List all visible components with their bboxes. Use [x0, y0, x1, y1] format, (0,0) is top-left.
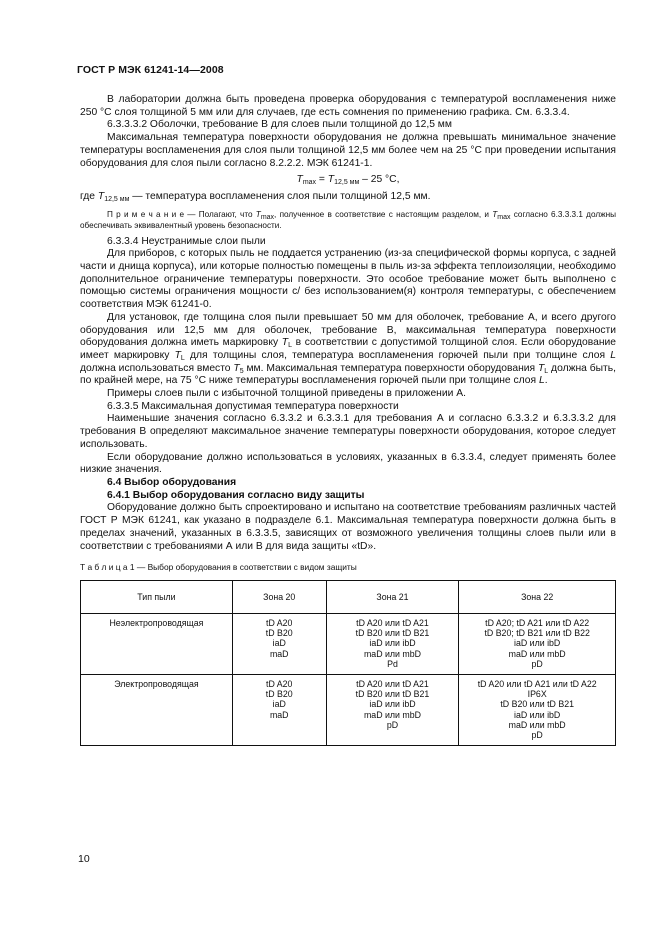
- cell-line: iaD или ibD: [369, 638, 416, 649]
- text: .: [544, 375, 548, 387]
- cell-line: tD A20; tD A21 или tD A22: [485, 617, 590, 628]
- text: — температура воспламенения слоя пыли толщиной 12,5 мм.: [129, 190, 431, 202]
- text: согласно 6.3.3.3.1 должны обеспечивать эквивалентный уровень безопасности.: [80, 209, 616, 230]
- subscript: L: [544, 367, 549, 375]
- text: в соответствии с допустимой толщиной слоя. Если оборудование имеет маркировку: [80, 337, 617, 361]
- equipment-selection-table: [80, 580, 616, 746]
- cell-line: tD B20: [265, 628, 293, 639]
- table-header-cell: Зона 20: [232, 580, 326, 613]
- cell-line: tD A20: [266, 678, 293, 689]
- formula-explanation: [80, 191, 616, 204]
- section-heading-6-4: 6.4 Выбор оборудования: [107, 476, 237, 488]
- symbol: T: [97, 190, 105, 202]
- paragraph: [80, 312, 616, 388]
- symbol: T: [174, 349, 181, 361]
- cell-line: tD B20 или tD B21: [355, 628, 430, 639]
- text: для толщины слоя, температура воспламенения горючей пыли при толщине слоя: [184, 349, 611, 361]
- table-caption-text: — Выбор оборудования в соответствии с видом защиты: [134, 562, 357, 573]
- subscript: L: [180, 354, 185, 362]
- cell-line: maD или mbD: [363, 648, 421, 659]
- page-number: 10: [78, 853, 90, 865]
- cell-line: pD: [531, 658, 543, 669]
- cell-line: maD или mbD: [508, 719, 566, 730]
- table-header-cell: Тип пыли: [81, 580, 233, 613]
- table-caption: [80, 561, 616, 574]
- paragraph: В лаборатории должна быть проведена проверка оборудования с температурой воспламенения ниже 250 °С слоя толщиной 5 мм или для случаев, где есть сомнения по применению графика. См. 6.3.3.4.: [80, 94, 616, 118]
- cell-line: tD B20; tD B21 или tD B22: [484, 628, 590, 639]
- formula: [80, 174, 616, 187]
- table-header-row: [81, 580, 616, 613]
- subscript: 5: [239, 367, 244, 375]
- subscript: L: [288, 342, 292, 350]
- cell-line: tD A20 или tD A21 или tD A22: [477, 678, 597, 689]
- cell-line: iaD: [272, 699, 286, 710]
- formula-tail: – 25 °С,: [359, 174, 400, 186]
- cell-line: tD B20 или tD B21: [500, 699, 574, 710]
- formula-symbol: T: [327, 174, 335, 186]
- cell-line: tD A20: [266, 617, 293, 628]
- cell-line: pD: [531, 729, 543, 740]
- zone-20-cell: [232, 613, 326, 674]
- paragraph: Если оборудование должно использоваться в условиях, указанных в 6.3.3.4, следует применять более низкие значения.: [80, 451, 616, 476]
- cell-line: IP6X: [527, 689, 547, 700]
- subscript: max: [497, 213, 511, 221]
- document-header: ГОСТ Р МЭК 61241-14—2008: [77, 64, 224, 76]
- section-heading-6-4-1: 6.4.1 Выбор оборудования согласно виду защиты: [107, 489, 365, 501]
- cell-line: tD B20 или tD B21: [355, 689, 430, 700]
- text: должна быть, по крайней мере, на 75 °С ниже температуры воспламенения горючей пыли при толщине слоя: [80, 362, 616, 387]
- note: [80, 209, 616, 231]
- zone-22-cell: [459, 613, 616, 674]
- cell-line: maD: [269, 709, 289, 720]
- paragraph: Наименьшие значения согласно 6.3.3.2 и 6.3.3.1 для требования А и согласно 6.3.3.2 и 6.3.3.3.2 для требования В определяют максимальное значение температуры поверхности оборудования, которое следует использовать.: [80, 413, 616, 450]
- cell-line: maD или mbD: [363, 709, 421, 720]
- cell-line: maD: [269, 648, 289, 659]
- zone-20-cell: [232, 674, 326, 745]
- cell-line: pD: [386, 719, 399, 730]
- cell-line: tD A20 или tD A21: [356, 617, 429, 628]
- formula-subscript: 12,5 мм: [334, 179, 360, 187]
- symbol: L: [610, 349, 616, 361]
- text: где: [80, 190, 98, 202]
- cell-line: iaD или ibD: [369, 699, 416, 710]
- section-heading-6-3-3-5: 6.3.3.5 Максимальная допустимая температура поверхности: [107, 400, 399, 412]
- zone-22-cell: [459, 674, 616, 745]
- text: , полученное в соответствие с настоящим разделом, и: [274, 209, 493, 219]
- cell-line: Pd: [387, 658, 398, 669]
- formula-equals: =: [316, 174, 328, 186]
- note-label: П р и м е ч а н и е: [107, 209, 185, 219]
- cell-line: tD A20 или tD A21: [356, 678, 429, 689]
- cell-line: maD или mbD: [508, 648, 566, 659]
- subscript: 12,5 мм: [104, 195, 130, 203]
- paragraph: Для приборов, с которых пыль не поддается устранению (из-за специфической формы корпуса, с задней части и днища корпуса), или которые полностью помещены в пыль из-за эффекта теплоизоляции, необходимо дополнительное ограничение температуры поверхности. Это особое требование может быть выполнено с помощью системы ограничения мощности с/ без использованием(я) контроля температуры, с обеспечением соответствия МЭК 61241-0.: [80, 248, 616, 311]
- subscript: max: [260, 213, 275, 221]
- text: мм. Максимальная температура поверхности оборудования: [243, 362, 538, 374]
- cell-line: tD B20: [265, 689, 293, 700]
- text: должна использоваться вместо: [80, 362, 234, 374]
- section-heading-6-3-3-4: 6.3.3.4 Неустранимые слои пыли: [107, 235, 266, 247]
- dust-type-cell: Электропроводящая: [81, 674, 233, 745]
- text: — Полагают, что: [184, 209, 256, 219]
- cell-line: iaD или ibD: [514, 709, 561, 720]
- document-body: [80, 94, 616, 746]
- table-row: [81, 613, 616, 674]
- table-row: [81, 674, 616, 745]
- zone-21-cell: [326, 674, 459, 745]
- formula-symbol: T: [296, 174, 303, 186]
- symbol: L: [538, 375, 545, 387]
- cell-line: iaD: [272, 638, 286, 649]
- symbol: T: [233, 362, 240, 374]
- symbol: T: [255, 209, 261, 219]
- paragraph: Оборудование должно быть спроектировано и испытано на соответствие требованиям различных частей ГОСТ Р МЭК 61241, как указано в подразделе 6.1. Максимальная температура поверхности должна быть в пределах значений, указанных в 6.3.3.5, зависящих от возможного увеличения толщины слоев пыли или в соответствии с требованиями А или В для вида защиты «tD».: [80, 502, 616, 552]
- table-caption-label: Т а б л и ц а 1: [80, 562, 135, 573]
- paragraph: Максимальная температура поверхности оборудования не должна превышать минимальное значение температуры воспламенения для слоя пыли толщиной 12,5 мм более чем на 25 °С при проведении испытания оборудования для слоя пыли согласно 8.2.2.2. МЭК 61241-1.: [80, 132, 616, 169]
- text: Для установок, где толщина слоя пыли превышает 50 мм для оболочек, требование А, и всего другого оборудования или 12,5 мм для оболочек, требование В, максимальная температура поверхности оборудования должна иметь маркировку: [80, 311, 616, 349]
- paragraph: Примеры слоев пыли с избыточной толщиной приведены в приложении А.: [107, 388, 466, 400]
- table-header-cell: Зона 21: [326, 580, 459, 613]
- symbol: T: [492, 209, 498, 219]
- table-header-cell: Зона 22: [459, 580, 616, 613]
- cell-line: iaD или ibD: [514, 638, 561, 649]
- formula-subscript: max: [302, 179, 317, 187]
- symbol: T: [537, 362, 545, 374]
- symbol: T: [281, 337, 289, 349]
- dust-type-cell: Неэлектропроводящая: [81, 613, 233, 674]
- section-heading-6-3-3-3-2: 6.3.3.3.2 Оболочки, требование В для слоев пыли толщиной до 12,5 мм: [107, 119, 452, 131]
- zone-21-cell: [326, 613, 459, 674]
